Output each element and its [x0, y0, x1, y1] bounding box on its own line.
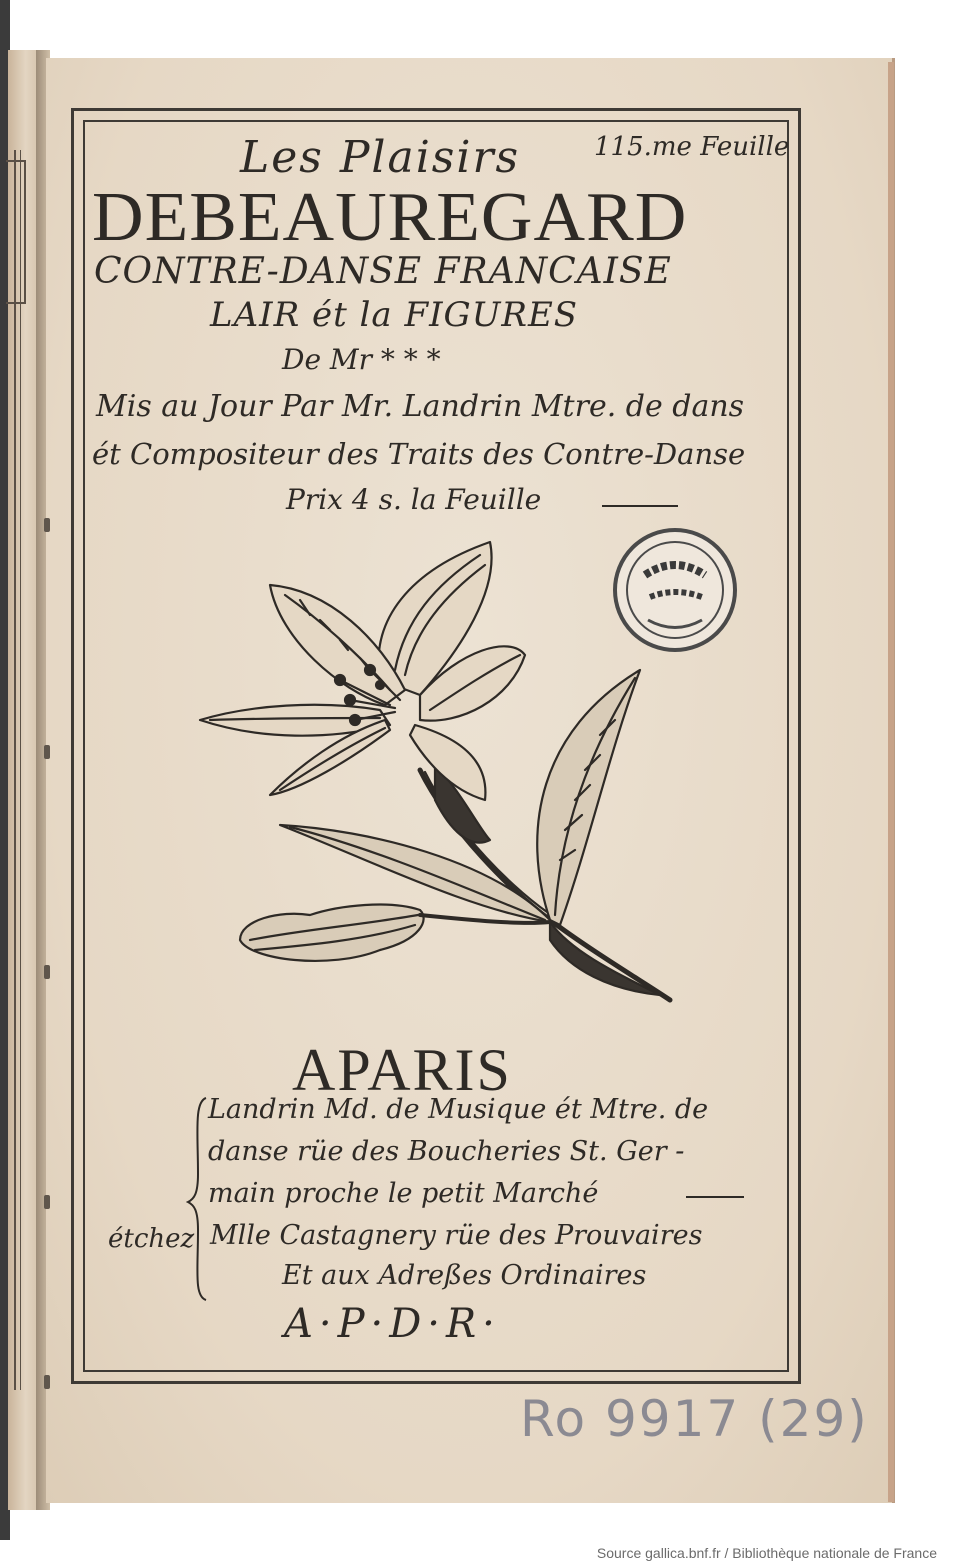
et-chez-label: étchez [108, 1224, 195, 1254]
price-line: Prix 4 s. la Feuille [286, 483, 542, 516]
binding-stitch [44, 965, 50, 979]
sheet-number: 115.me Feuille [594, 132, 790, 162]
binding-stitch [44, 745, 50, 759]
source-credit: Source gallica.bnf.fr / Bibliothèque nationale de France [596, 1545, 937, 1561]
place-of-publication: APARIS [292, 1037, 512, 1103]
address-line: Mlle Castagnery rüe des Prouvaires [210, 1220, 703, 1251]
address-line: main proche le petit Marché [208, 1178, 599, 1209]
privilege-mark: A·P·D·R· [284, 1301, 501, 1347]
address-brace [186, 1094, 210, 1304]
binding-stitch [44, 1375, 50, 1389]
publisher-line: Mis au Jour Par Mr. Landrin Mtre. de dans [96, 389, 745, 424]
main-title: DEBEAUREGARD [92, 179, 688, 256]
left-page-rule [14, 150, 16, 1390]
author-line: De Mr * * * [282, 343, 441, 376]
air-figures-line: LAIR ét la FIGURES [210, 295, 579, 335]
composer-line: ét Compositeur des Traits des Contre-Danse [92, 437, 746, 471]
binding-stitch [44, 518, 50, 532]
library-stamp-icon [610, 525, 740, 655]
pencil-shelfmark: Ro 9917 (29) [520, 1390, 869, 1448]
subtitle: CONTRE-DANSE FRANCAISE [94, 251, 672, 292]
address-line: Landrin Md. de Musique ét Mtre. de [208, 1094, 709, 1125]
left-page-frame-fragment [6, 160, 26, 304]
address-line: danse rüe des Boucheries St. Ger - [208, 1136, 685, 1167]
left-page-rule [20, 150, 21, 1390]
series-title: Les Plaisirs [240, 132, 521, 183]
page-edge [888, 62, 894, 1502]
address-rule [686, 1196, 744, 1198]
price-rule [602, 505, 678, 507]
binding-stitch [44, 1195, 50, 1209]
address-line: Et aux Adreßes Ordinaires [282, 1260, 647, 1291]
